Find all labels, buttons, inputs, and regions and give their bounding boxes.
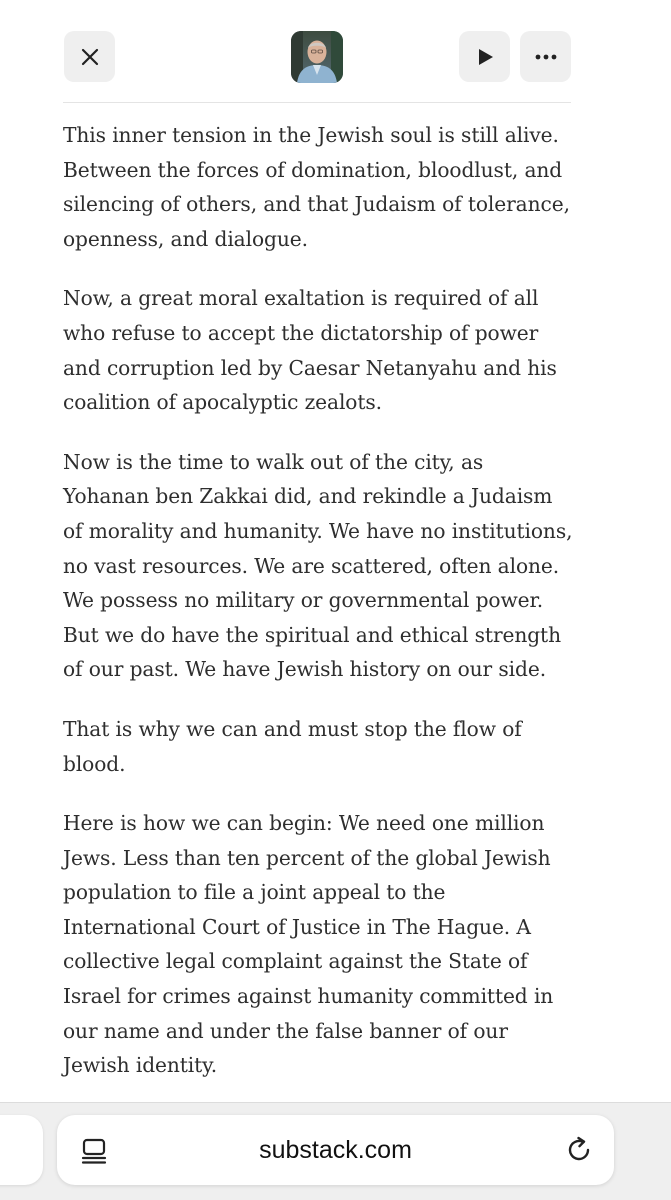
- article-paragraph: Here is how we can begin: We need one million Jews. Less than ten percent of the global Jewish population to file a joint appeal to the International Court of Justice in The Hague. A collective legal complaint against the State of Israel for crimes against humanity committed in our name and under the false banner of our Jewish identity.: [63, 811, 554, 1078]
- reader-header: [63, 10, 571, 103]
- article-paragraph: This inner tension in the Jewish soul is still alive. Between the forces of domination, bloodlust, and silencing of others, and that Judaism of tolerance, openness, and dialogue.: [63, 123, 570, 251]
- previous-tab[interactable]: [0, 1115, 43, 1185]
- play-icon: [475, 47, 495, 67]
- more-icon: [535, 54, 557, 60]
- url-text: substack.com: [259, 1136, 412, 1164]
- article-paragraph: Now is the time to walk out of the city, as Yohanan ben Zakkai did, and rekindle a Judaism of morality and humanity. We have no institutions, no vast resources. We are scattered, often alone. We possess no military or governmental power. But we do have the spiritual and ethical strength of our past. We have Jewish history on our side.: [63, 449, 573, 682]
- author-avatar[interactable]: [291, 31, 343, 83]
- article-paragraph: That is why we can and must stop the flow of blood.: [63, 716, 522, 776]
- play-button[interactable]: [459, 31, 510, 82]
- address-bar[interactable]: [57, 1115, 614, 1185]
- browser-bottom-bar: [0, 1102, 671, 1200]
- more-button[interactable]: [520, 31, 571, 82]
- close-button[interactable]: [64, 31, 115, 82]
- article-body: [63, 118, 573, 1102]
- author-photo: [291, 31, 343, 83]
- article-paragraph: Now, a great moral exaltation is required of all who refuse to accept the dictatorship of power and corruption led by Caesar Netanyahu and his coalition of apocalyptic zealots.: [63, 286, 557, 415]
- close-icon: [81, 48, 99, 66]
- reload-icon[interactable]: [565, 1136, 593, 1164]
